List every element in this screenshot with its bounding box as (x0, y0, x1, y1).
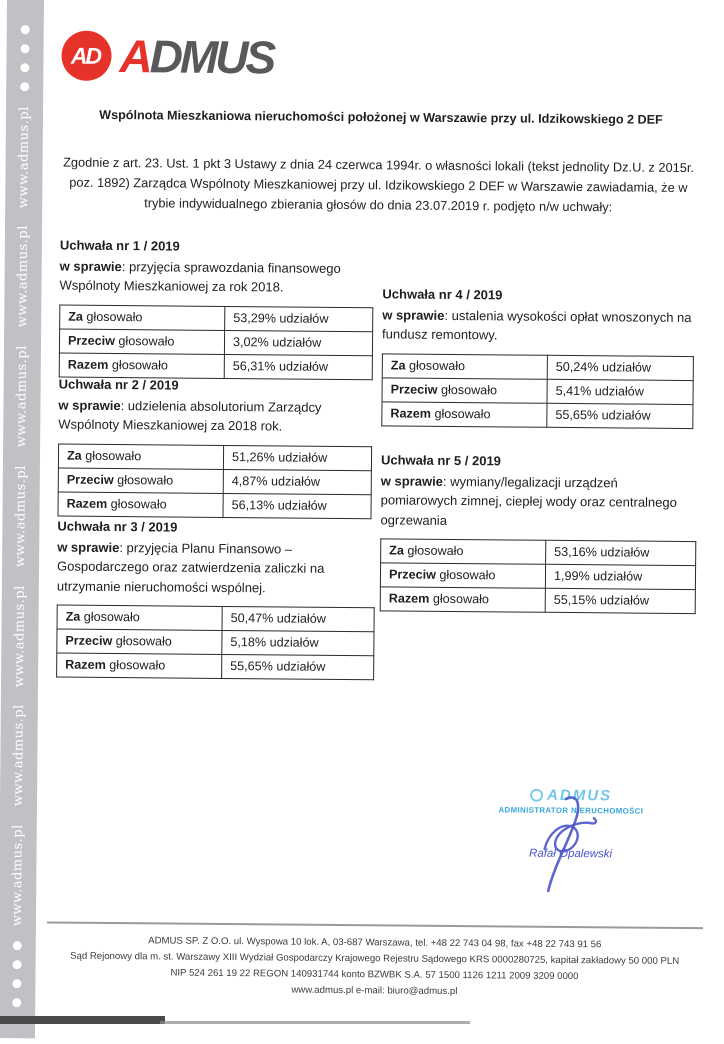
wordmark-first-letter: A (119, 30, 150, 83)
table-row (382, 401, 693, 428)
stamp-brand-text: ADMUS (547, 786, 613, 805)
dot-icon (13, 941, 22, 950)
vote-value: 1,99% udziałów (545, 564, 695, 589)
admus-logo (61, 31, 273, 83)
dot-icon (20, 82, 29, 91)
wordmark-rest: DMUS (149, 30, 274, 84)
votes-table (57, 443, 372, 519)
admus-mini-logo-icon (530, 789, 543, 802)
vote-value: 55,65% udziałów (547, 403, 693, 428)
vote-value: 51,26% udziałów (223, 445, 371, 470)
resolution-1-block (59, 236, 374, 380)
table-row (382, 377, 693, 404)
vote-term: Przeciw głosowało (58, 468, 223, 493)
table-row (60, 305, 373, 332)
vote-value: 55,15% udziałów (545, 588, 695, 613)
strip-url-text: www.admus.pl (15, 225, 32, 328)
strip-dots-top (20, 20, 30, 96)
administrator-stamp (476, 786, 667, 861)
vote-value: 50,47% udziałów (222, 606, 374, 631)
resolution-heading: Uchwała nr 2 / 2019 (58, 376, 179, 393)
table-row (59, 329, 372, 356)
votes-table (381, 353, 694, 429)
votes-table (380, 538, 697, 614)
vote-term: Za głosowało (382, 353, 547, 378)
dot-icon (13, 960, 22, 969)
votes-table (59, 304, 374, 380)
vote-term: Za głosowało (58, 444, 223, 469)
logo-wordmark (119, 30, 274, 84)
vote-term: Razem głosowało (380, 587, 545, 612)
subject-text: : udzielenia absolutorium Zarządcy Wspólnoty Mieszkaniowej za 2018 rok. (58, 397, 322, 434)
vote-value: 3,02% udziałów (224, 330, 372, 355)
vote-term: Razem głosowało (57, 653, 222, 678)
vote-term: Przeciw głosowało (57, 629, 222, 654)
subject-text: : wymiany/legalizacji urządzeń pomiarowych zimnej, ciepłej wody oraz centralnego ogrzewania (380, 473, 677, 528)
vote-term: Przeciw głosowało (59, 329, 224, 354)
vote-term: Przeciw głosowało (380, 563, 545, 588)
footer-line-4: www.admus.pl e-mail: biuro@admus.pl (291, 984, 458, 998)
footer-line-3: NIP 524 261 19 22 REGON 140931744 konto BZWBK S.A. 57 1500 1126 1211 2009 3209 0000 (170, 967, 579, 983)
strip-url-text: www.admus.pl (12, 584, 28, 688)
resolution-heading: Uchwała nr 5 / 2019 (380, 452, 502, 469)
resolution-subject (382, 305, 694, 347)
vote-term: Razem głosowało (58, 492, 223, 517)
strip-url-text: www.admus.pl (10, 704, 27, 807)
intro-paragraph: Zgodnie z art. 23. Ust. 1 pkt 3 Ustawy z dnia 24 czerwca 1994r. o własności lokali (tekst jednolity Dz.U. z 2015r. poz. 1892) Zarządca Wspólnoty Mieszkaniowej przy ul. Idzikowskiego 2 DEF w Warszawie zawiadamia, że w trybie indywidualnego zbierania głosów do dnia 23.07.2019 r. podjęto n/w uchwały: (63, 154, 695, 215)
resolution-heading: Uchwała nr 3 / 2019 (57, 518, 178, 535)
footer (46, 921, 703, 1002)
admus-monogram-icon: AD (61, 31, 111, 81)
table-row (57, 605, 374, 632)
strip-dots-bottom (12, 936, 22, 1012)
subject-text: : przyjęcia sprawozdania finansowego Wspólnoty Mieszkaniowej za rok 2018. (59, 258, 341, 295)
stamp-role-text: ADMINISTRATOR NIERUCHOMOŚCI (498, 805, 644, 816)
vote-term: Za głosowało (60, 305, 225, 330)
strip-url-text: www.admus.pl (9, 824, 26, 927)
table-row (380, 563, 695, 590)
vote-value: 55,65% udziałów (222, 654, 374, 679)
vote-value: 56,13% udziałów (223, 493, 371, 518)
vote-value: 53,16% udziałów (546, 540, 696, 565)
table-row (381, 539, 696, 566)
resolution-subject (57, 537, 375, 598)
vote-term: Przeciw głosowało (382, 377, 547, 402)
subject-label: w sprawie (57, 539, 120, 555)
vote-value: 5,41% udziałów (547, 379, 693, 404)
letterhead-side-strip (0, 0, 44, 1038)
strip-url-text: www.admus.pl (14, 345, 30, 448)
subject-text: : przyjęcia Planu Finansowo – Gospodarczego oraz zatwierdzenia zaliczki na utrzymanie nieruchomości wspólnej. (56, 539, 325, 595)
dot-icon (12, 998, 21, 1007)
vote-value: 5,18% udziałów (222, 630, 374, 655)
vote-value: 56,31% udziałów (224, 354, 372, 379)
resolution-subject (380, 471, 696, 532)
table-row (57, 629, 374, 656)
resolution-heading: Uchwała nr 4 / 2019 (382, 286, 503, 303)
vote-term: Za głosowało (57, 605, 222, 630)
table-row (58, 444, 371, 471)
subject-label: w sprawie (58, 397, 121, 413)
dot-icon (21, 44, 30, 53)
subject-label: w sprawie (380, 472, 444, 489)
dot-icon (20, 63, 29, 72)
signer-name: Rafał Opalewski (528, 847, 613, 861)
table-row (57, 653, 374, 680)
resolution-2-block (57, 375, 372, 519)
resolution-5-block (380, 450, 697, 614)
vote-term: Za głosowało (381, 539, 546, 564)
resolution-subject (59, 256, 373, 298)
strip-url-text: www.admus.pl (13, 465, 29, 568)
vote-value: 50,24% udziałów (547, 355, 693, 380)
footer-line-1: ADMUS SP. Z O.O. ul. Wyspowa 10 lok. A, 03-687 Warszawa, tel. +48 22 743 04 98, fax +48 22 743 91 56 (148, 935, 602, 951)
votes-table (56, 605, 375, 681)
vote-term: Razem głosowało (59, 353, 224, 378)
resolution-3-block (56, 517, 375, 681)
resolution-4-block (381, 284, 694, 428)
vote-term: Razem głosowało (382, 401, 547, 426)
vote-value: 53,29% udziałów (225, 306, 373, 331)
page-title: Wspólnota Mieszkaniowa nieruchomości położonej w Warszawie przy ul. Idzikowskiego 2 DEF (99, 107, 663, 127)
stamp-brand-row (476, 786, 666, 805)
vote-value: 4,87% udziałów (223, 469, 371, 494)
dot-icon (12, 979, 21, 988)
scan-bottom-edge (0, 1016, 165, 1024)
table-row (382, 353, 693, 380)
resolution-subject (58, 395, 372, 437)
table-row (380, 587, 695, 614)
footer-line-2: Sąd Rejonowy dla m. st. Warszawy XIII Wydział Gospodarczy Krajowego Rejestru Sądowego KRS 0000280725, kapitał zakładowy 50 000 PLN (70, 950, 680, 967)
table-row (58, 468, 371, 495)
resolution-heading: Uchwała nr 1 / 2019 (59, 237, 180, 254)
subject-label: w sprawie (382, 306, 445, 323)
strip-url-text: www.admus.pl (16, 105, 33, 209)
dot-icon (21, 25, 30, 34)
subject-text: : ustalenia wysokości opłat wnoszonych na fundusz remontowy. (382, 307, 692, 343)
subject-label: w sprawie (59, 258, 122, 274)
table-row (58, 492, 371, 519)
